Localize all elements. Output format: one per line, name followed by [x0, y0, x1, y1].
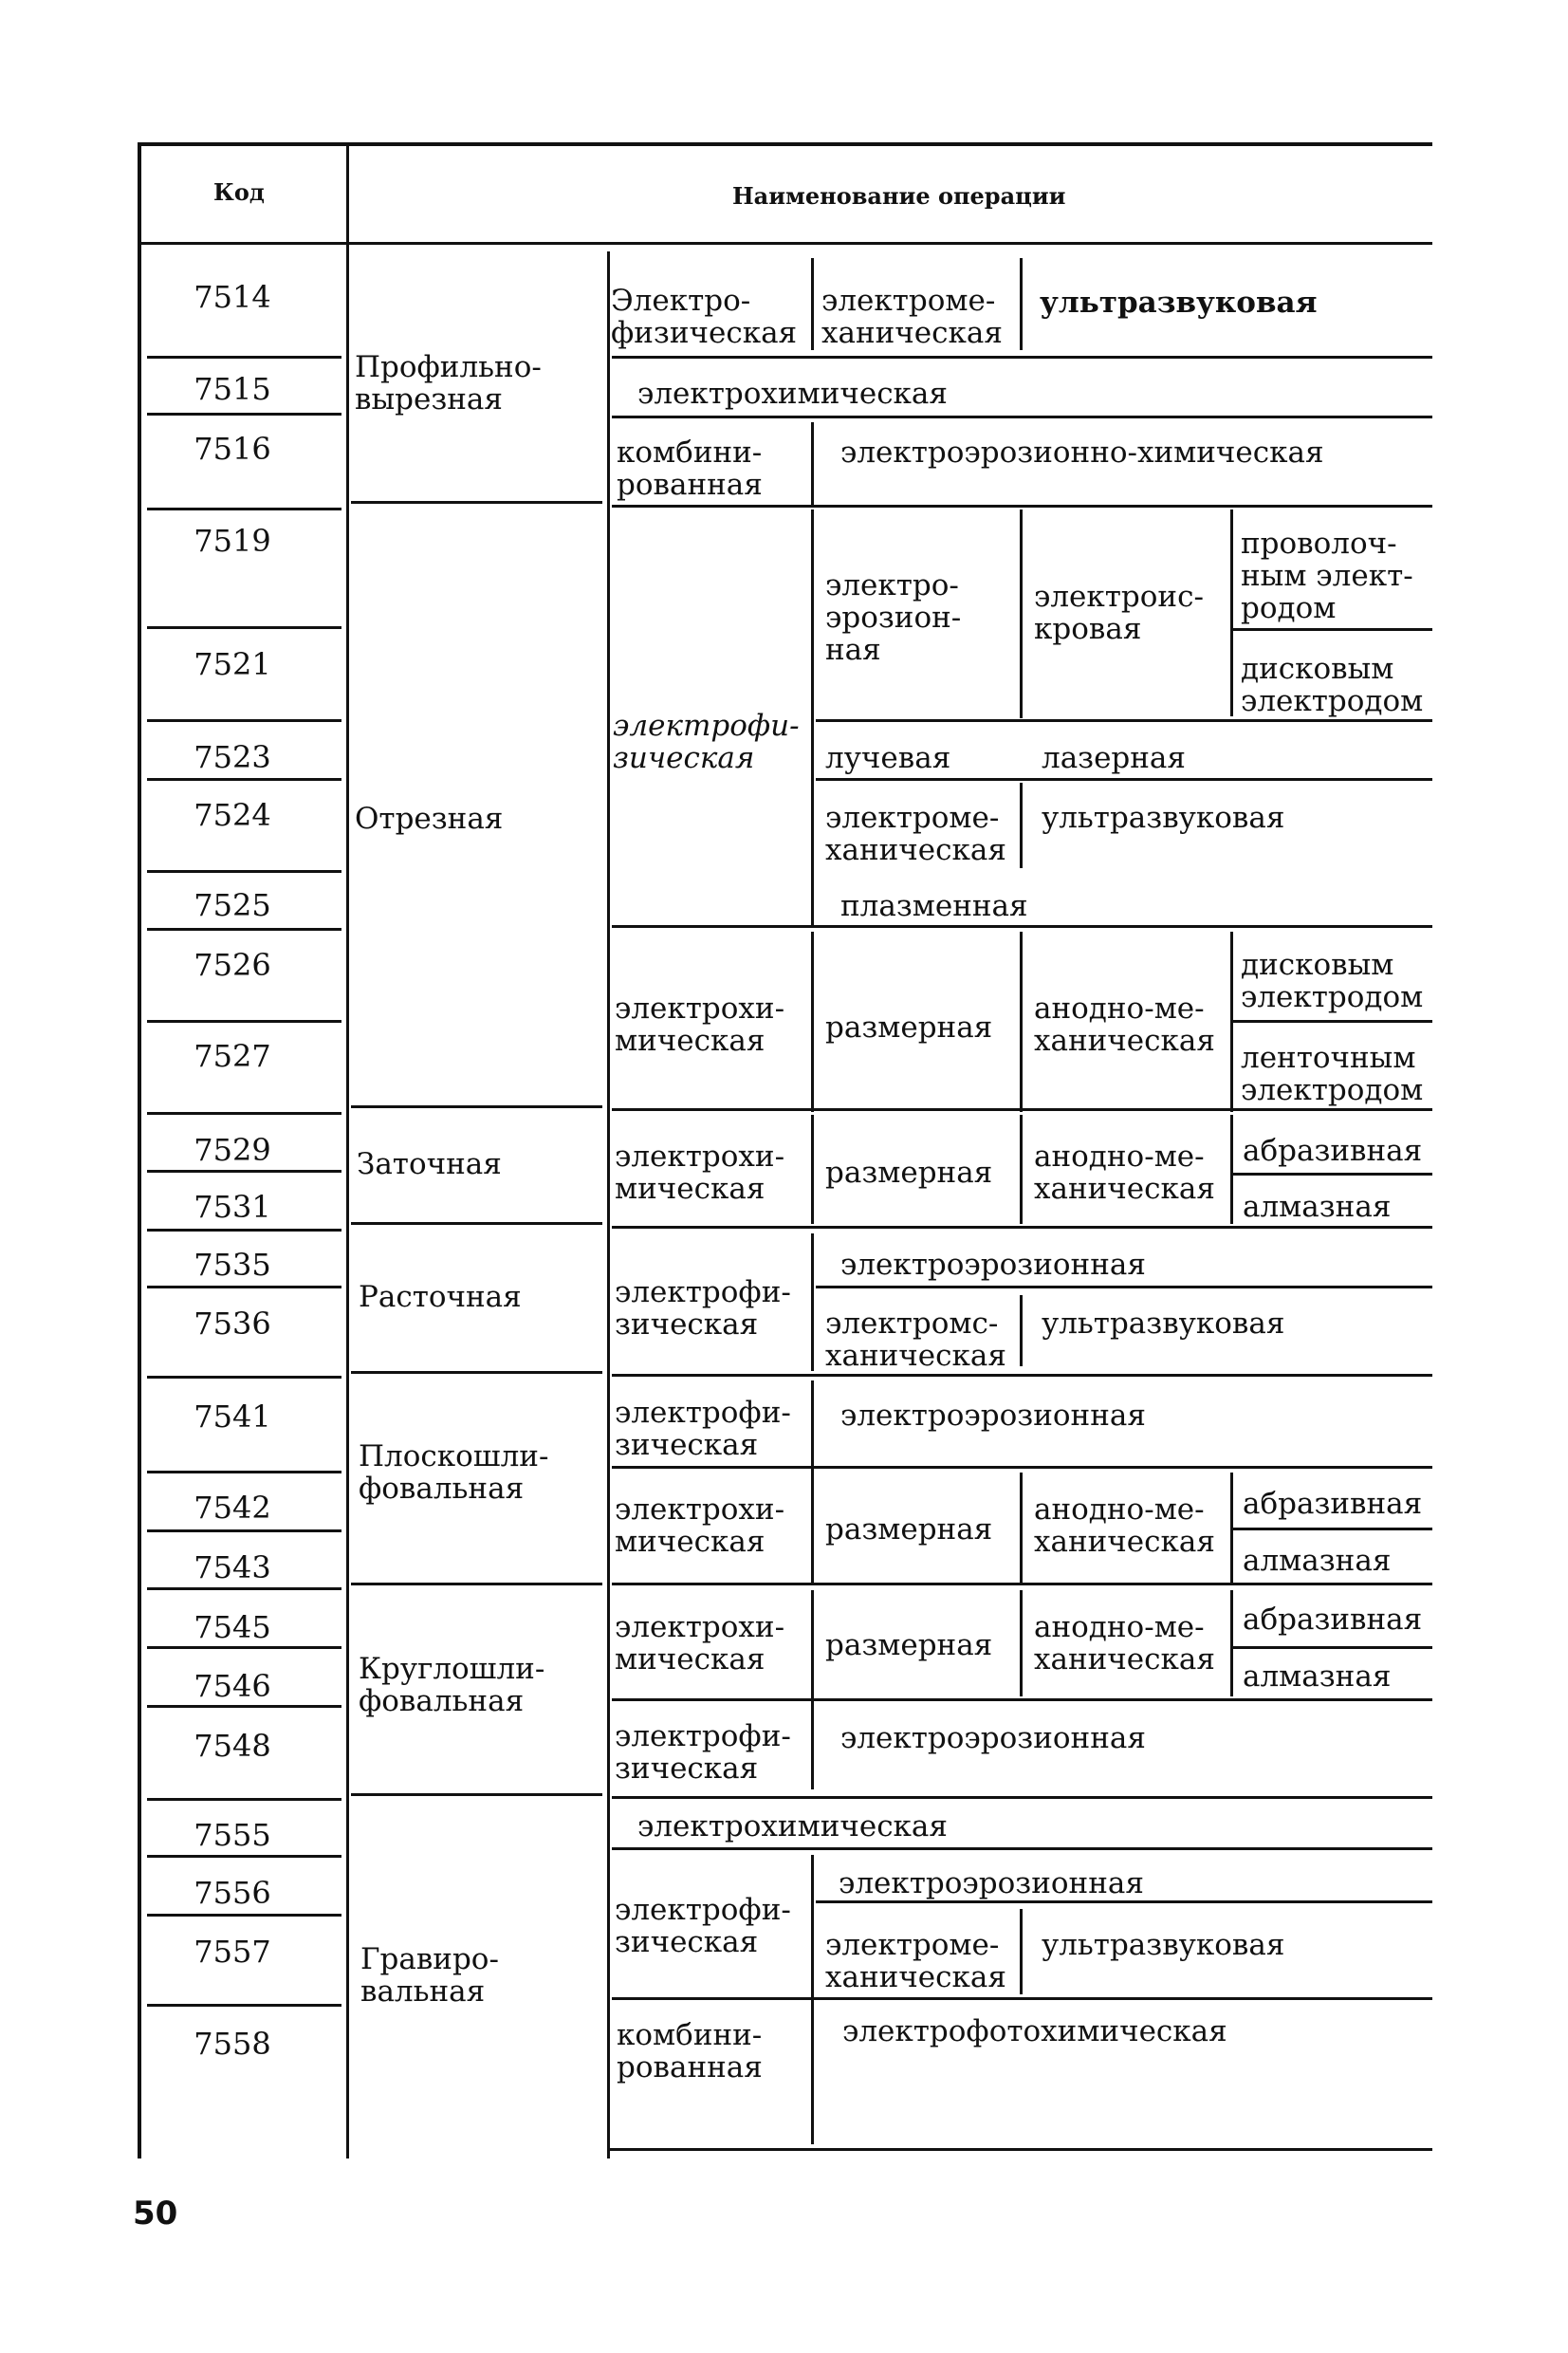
group-flat-grinding: Плоскошли- фовальная — [359, 1439, 549, 1506]
cell-divider — [811, 1233, 814, 1371]
code-cell: 7527 — [194, 1038, 271, 1074]
cell-rule — [612, 1108, 1432, 1111]
group-column-divider — [607, 251, 610, 2158]
cell-divider — [1020, 783, 1023, 868]
code-rule — [147, 1020, 341, 1023]
operation-cell: размерная — [825, 1156, 993, 1190]
page-number: 50 — [133, 2195, 178, 2233]
operation-cell: электроэрозионно-химическая — [840, 435, 1324, 470]
code-rule — [147, 1229, 341, 1232]
group-sharpening: Заточная — [357, 1147, 502, 1181]
code-cell: 7535 — [194, 1247, 271, 1283]
group-cutting: Отрезная — [355, 802, 504, 836]
operation-cell: алмазная — [1243, 1659, 1392, 1694]
cell-divider — [1230, 1590, 1233, 1696]
cell-divider — [1020, 1909, 1023, 1994]
cell-divider — [1020, 258, 1023, 350]
operation-cell: ультразвуковая — [1042, 1928, 1285, 1962]
code-rule — [147, 413, 341, 416]
code-rule — [147, 356, 341, 359]
operation-cell: анодно-ме- ханическая — [1034, 1610, 1215, 1677]
group-boring: Расточная — [359, 1280, 522, 1314]
cell-rule — [612, 505, 1432, 508]
group-rule — [351, 1583, 602, 1585]
code-cell: 7521 — [194, 646, 271, 682]
code-rule — [147, 1855, 341, 1858]
cell-rule — [816, 1286, 1432, 1288]
operation-cell: электроэрозионная — [840, 1399, 1146, 1433]
code-cell: 7557 — [194, 1934, 271, 1970]
group-profile-cutting: Профильно- вырезная — [355, 350, 542, 417]
cell-rule — [612, 1583, 1432, 1585]
code-rule — [147, 1587, 341, 1590]
operation-cell: электрохимическая — [637, 1809, 948, 1843]
cell-rule — [816, 1900, 1432, 1903]
operation-cell: электрофи- зическая — [615, 1893, 791, 1959]
code-rule — [147, 1798, 341, 1801]
cell-rule — [612, 1847, 1432, 1850]
cell-rule — [612, 356, 1432, 359]
operation-cell: размерная — [825, 1512, 993, 1547]
code-cell: 7515 — [194, 371, 271, 407]
operation-cell: электрохи- мическая — [615, 1139, 785, 1206]
cell-rule — [612, 416, 1432, 418]
operation-cell: проволоч- ным элект- родом — [1241, 527, 1413, 625]
operation-cell: абразивная — [1243, 1487, 1423, 1521]
cell-divider — [1020, 932, 1023, 1112]
operation-cell: электро- эрозион- ная — [825, 568, 962, 667]
group-rule — [351, 1793, 602, 1796]
cell-rule — [612, 1698, 1432, 1701]
code-rule — [147, 1112, 341, 1115]
cell-divider — [1020, 1473, 1023, 1583]
code-cell: 7546 — [194, 1668, 271, 1704]
operation-cell: размерная — [825, 1010, 993, 1045]
cell-divider — [1230, 1115, 1233, 1224]
code-rule — [147, 778, 341, 781]
operation-cell: электроэрозионная — [839, 1866, 1144, 1900]
cell-divider — [811, 932, 814, 1112]
code-cell: 7548 — [194, 1728, 271, 1764]
operation-cell: электрофи- зическая — [615, 1719, 791, 1786]
operation-cell: абразивная — [1243, 1603, 1423, 1637]
operation-cell: алмазная — [1243, 1190, 1392, 1224]
group-rule — [351, 501, 602, 504]
code-rule — [147, 1376, 341, 1379]
group-engraving: Гравиро- вальная — [360, 1942, 499, 2009]
cell-divider — [1020, 1295, 1023, 1366]
cell-divider — [1020, 1115, 1023, 1224]
cell-rule — [816, 778, 1432, 781]
operation-cell: ультразвуковая — [1042, 801, 1285, 835]
code-rule — [147, 2004, 341, 2007]
group-rule — [351, 1371, 602, 1374]
code-rule — [147, 508, 341, 510]
cell-rule — [1233, 1528, 1432, 1530]
operation-cell: электрофи- зическая — [615, 1275, 791, 1342]
code-rule — [147, 626, 341, 629]
operation-cell: электроэрозионная — [840, 1248, 1146, 1282]
code-rule — [147, 1529, 341, 1532]
cell-rule — [612, 1466, 1432, 1469]
header-bottom-rule — [138, 242, 1432, 245]
operation-cell: размерная — [825, 1628, 993, 1662]
operation-cell: комбини- рованная — [617, 2018, 763, 2084]
cell-divider — [1020, 1590, 1023, 1696]
operation-cell: алмазная — [1243, 1544, 1392, 1578]
operation-cell: электрохимическая — [637, 377, 948, 411]
code-cell: 7523 — [194, 739, 271, 775]
code-rule — [147, 1170, 341, 1173]
cell-rule — [1233, 1020, 1432, 1023]
operation-cell: плазменная — [840, 889, 1028, 923]
operation-cell: электроме- ханическая — [821, 284, 1003, 350]
code-rule — [147, 928, 341, 931]
cell-divider — [1230, 510, 1233, 716]
cell-rule — [1233, 1646, 1432, 1649]
code-rule — [147, 1286, 341, 1288]
cell-divider — [811, 258, 814, 350]
operation-cell: ультразвуковая — [1040, 286, 1318, 320]
header-code: Код — [213, 178, 265, 206]
code-cell: 7543 — [194, 1549, 271, 1585]
operation-cell: дисковым электродом — [1241, 652, 1424, 718]
operation-cell: электроэрозионная — [840, 1721, 1146, 1755]
cell-divider — [811, 1115, 814, 1224]
cell-rule — [612, 1226, 1432, 1229]
code-rule — [147, 870, 341, 873]
operation-cell: электроме- ханическая — [825, 801, 1006, 867]
code-rule — [147, 1914, 341, 1917]
operation-cell: анодно-ме- ханическая — [1034, 1139, 1215, 1206]
table-top-rule — [138, 142, 1432, 146]
code-cell: 7516 — [194, 431, 271, 467]
code-cell: 7514 — [194, 279, 271, 315]
cell-divider — [1020, 510, 1023, 718]
cell-divider — [811, 422, 814, 508]
cell-divider — [811, 1590, 814, 1789]
code-cell: 7536 — [194, 1306, 271, 1342]
cell-rule — [612, 925, 1432, 928]
table-bottom-rule — [607, 2148, 1432, 2151]
operation-cell: Электро- физическая — [611, 284, 798, 350]
cell-rule — [1233, 1173, 1432, 1176]
left-border — [138, 142, 141, 2158]
code-rule — [147, 719, 341, 722]
code-cell: 7519 — [194, 523, 271, 559]
cell-rule — [612, 1796, 1432, 1799]
operation-cell: электрохи- мическая — [615, 1492, 785, 1559]
operation-cell: лазерная — [1042, 741, 1186, 775]
code-column-divider — [346, 142, 349, 2158]
operation-cell: анодно-ме- ханическая — [1034, 1492, 1215, 1559]
cell-rule — [612, 1997, 1432, 2000]
code-cell: 7558 — [194, 2026, 271, 2062]
operation-cell: электрофи- зическая — [613, 709, 800, 775]
group-rule — [351, 1105, 602, 1108]
code-cell: 7529 — [194, 1132, 271, 1168]
code-cell: 7531 — [194, 1189, 271, 1225]
operation-cell: электроис- кровая — [1034, 580, 1204, 646]
code-cell: 7525 — [194, 887, 271, 923]
group-round-grinding: Круглошли- фовальная — [359, 1652, 545, 1718]
operation-cell: анодно-ме- ханическая — [1034, 991, 1215, 1058]
code-cell: 7542 — [194, 1490, 271, 1526]
code-cell: 7526 — [194, 947, 271, 983]
code-cell: 7556 — [194, 1875, 271, 1911]
operation-cell: электромс- ханическая — [825, 1306, 1006, 1373]
code-rule — [147, 1646, 341, 1649]
cell-divider — [811, 1380, 814, 1584]
code-cell: 7524 — [194, 797, 271, 833]
operation-cell: лучевая — [825, 741, 951, 775]
operation-cell: электрохи- мическая — [615, 991, 785, 1058]
code-rule — [147, 1705, 341, 1708]
operation-cell: электрофи- зическая — [615, 1396, 791, 1462]
operation-cell: электрофотохимическая — [842, 2014, 1227, 2048]
operation-cell: дисковым электродом — [1241, 948, 1424, 1014]
cell-rule — [1233, 628, 1432, 631]
cell-rule — [816, 719, 1432, 722]
operation-cell: комбини- рованная — [617, 435, 763, 502]
operation-cell: электрохи- мическая — [615, 1610, 785, 1677]
group-rule — [351, 1222, 602, 1225]
operation-cell: ультразвуковая — [1042, 1306, 1285, 1341]
cell-rule — [612, 1374, 1432, 1377]
code-rule — [147, 1471, 341, 1473]
header-operation-name: Наименование операции — [732, 182, 1066, 210]
code-cell: 7545 — [194, 1609, 271, 1645]
operation-cell: абразивная — [1243, 1134, 1423, 1168]
code-cell: 7541 — [194, 1399, 271, 1435]
cell-divider — [811, 510, 814, 927]
code-cell: 7555 — [194, 1817, 271, 1853]
operation-cell: электроме- ханическая — [825, 1928, 1006, 1994]
operation-cell: ленточным электродом — [1241, 1041, 1424, 1107]
